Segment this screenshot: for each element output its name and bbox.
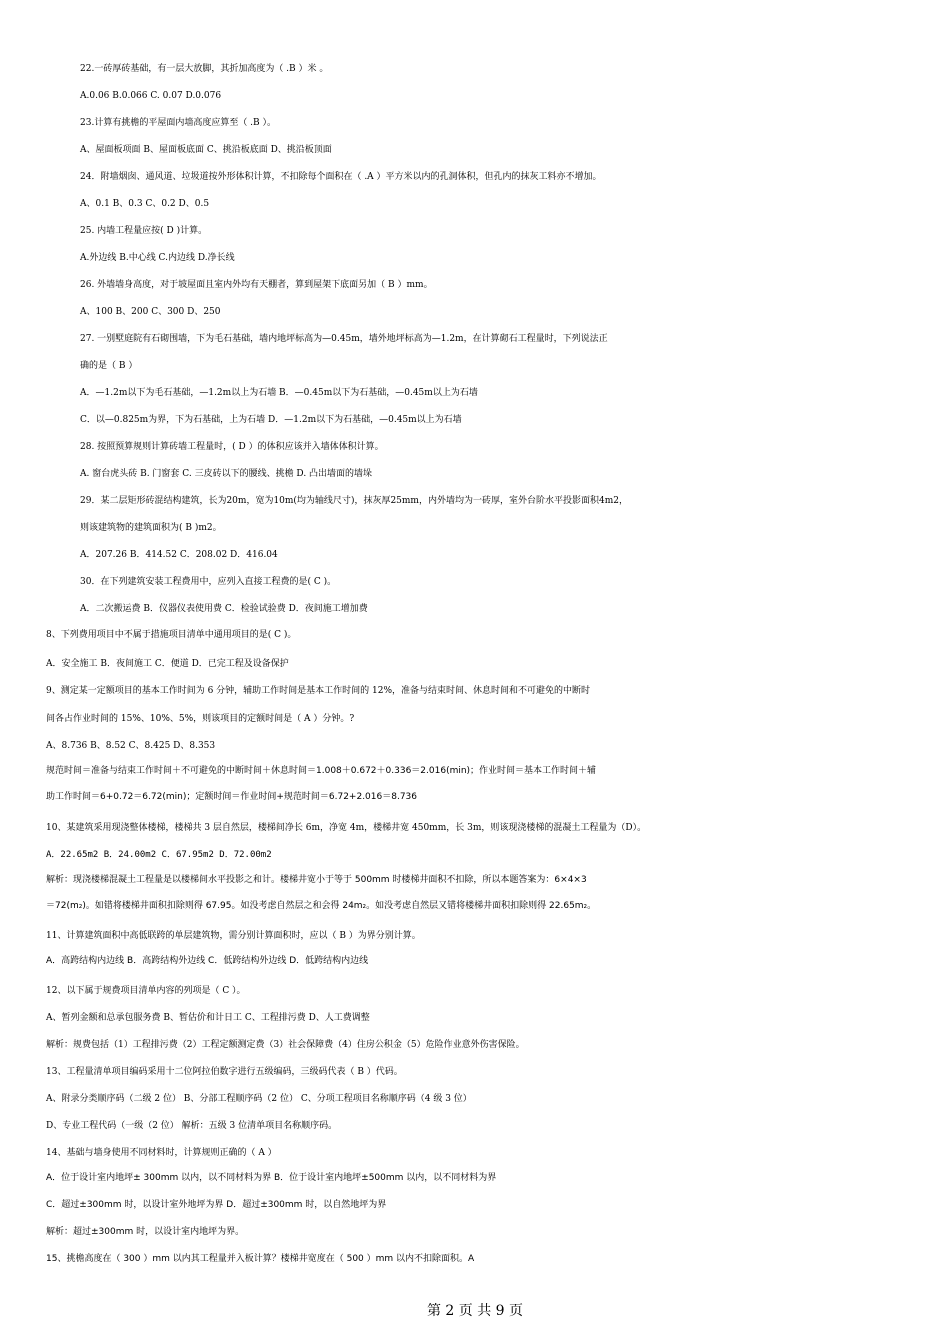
text-line: A、屋面板项面 B、屋面板底面 C、挑沿板底面 D、挑沿板顶面 xyxy=(80,145,332,155)
text-line: A.外边线 B.中心线 C.内边线 D.净长线 xyxy=(80,253,235,263)
text-line: 解析：规费包括（1）工程排污费（2）工程定额测定费（3）社会保障费（4）住房公积金（5）危险作业意外伤害保险。 xyxy=(46,1040,525,1050)
text-line: A．—1.2m以下为毛石基础，—1.2m以上为石墙 B．—0.45m以下为石基础，—0.45m以上为石墙 xyxy=(80,388,478,398)
text-line: 15、挑檐高度在（ 300 ）mm 以内其工程量并入板计算？楼梯井宽度在（ 500 ）mm 以内不扣除面积。A xyxy=(46,1254,475,1264)
text-line: A．207.26 B．414.52 C．208.02 D．416.04 xyxy=(80,550,278,560)
text-line: 13、工程量清单项目编码采用十二位阿拉伯数字进行五级编码，三级码代表（ B ）代码。 xyxy=(46,1067,403,1077)
text-line: A．安全施工 B．夜间施工 C．便道 D．已完工程及设备保护 xyxy=(46,659,289,669)
page-number-footer: 第 2 页 共 9 页 xyxy=(426,1303,524,1319)
text-line: A、暂列金额和总承包服务费 B、暂估价和计日工 C、工程排污费 D、人工费调整 xyxy=(46,1013,370,1023)
text-line: A.0.06 B.0.066 C. 0.07 D.0.076 xyxy=(80,91,222,101)
text-line: 23.计算有挑檐的平屋面内墙高度应算至（ .B ）。 xyxy=(80,118,277,128)
text-line: C．超过±300mm 时，以设计室外地坪为界 D．超过±300mm 时，以自然地坪为界 xyxy=(46,1200,387,1210)
text-line: 28. 按照预算规则计算砖墙工程量时，( D ）的体积应该并入墙体体积计算。 xyxy=(80,442,384,452)
text-line: 9、测定某一定额项目的基本工作时间为 6 分钟，辅助工作时间是基本工作时间的 12%，准备与结束时间、休息时间和不可避免的中断时 xyxy=(46,686,591,696)
text-line: 14、基础与墙身使用不同材料时，计算规则正确的（ A ） xyxy=(46,1148,277,1158)
text-line: A．高跨结构内边线 B．高跨结构外边线 C．低跨结构外边线 D．低跨结构内边线 xyxy=(46,956,369,966)
text-line: 24．附墙烟囱、通风道、垃圾道按外形体积计算，不扣除每个面积在（ .A ）平方米以内的孔洞体积，但孔内的抹灰工料亦不增加。 xyxy=(80,172,602,182)
text-line: A、0.1 B、0.3 C、0.2 D、0.5 xyxy=(80,199,210,209)
text-line: D、专业工程代码（一级（2 位） 解析：五级 3 位清单项目名称顺序码。 xyxy=(46,1121,338,1131)
text-line: 25. 内墙工程量应按( D )计算。 xyxy=(80,226,208,236)
text-line: 10、某建筑采用现浇整体楼梯，楼梯共 3 层自然层，楼梯间净长 6m，净宽 4m，楼梯井宽 450mm，长 3m，则该现浇楼梯的混凝土工程量为（D）。 xyxy=(46,823,647,833)
text-line: 26. 外墙墙身高度，对于坡屋面且室内外均有天棚者，算到屋架下底面另加（ B ）mm。 xyxy=(80,280,433,290)
text-line: 间各占作业时间的 15%、10%、5%，则该项目的定额时间是（ A ）分钟。? xyxy=(46,714,355,724)
text-line: 确的是（ B ） xyxy=(80,361,138,371)
text-line: 解析：现浇楼梯混凝土工程量是以楼梯间水平投影之和计。楼梯井宽小于等于 500mm 时楼梯井面积不扣除，所以本题答案为：6×4×3 xyxy=(46,875,587,885)
text-line: 29．某二层矩形砖混结构建筑，长为20m，宽为10m(均为轴线尺寸)，抹灰厚25mm，内外墙均为一砖厚，室外台阶水平投影面积4m2， xyxy=(80,496,628,506)
text-line: C．以—0.825m为界，下为石基础，上为石墙 D．—1.2m以下为石基础，—0.45m以上为石墙 xyxy=(80,415,462,425)
text-line: 解析：超过±300mm 时，以设计室内地坪为界。 xyxy=(46,1227,245,1237)
text-line: A、8.736 B、8.52 C、8.425 D、8.353 xyxy=(46,741,216,751)
text-line: 助工作时间＝6+0.72＝6.72(min)；定额时间＝作业时间+规范时间＝6.72+2.016＝8.736 xyxy=(46,792,417,802)
text-line: 12、以下属于规费项目清单内容的列项是（ C ）。 xyxy=(46,986,246,996)
text-line: 8、下列费用项目中不属于措施项目清单中通用项目的是( C )。 xyxy=(46,630,297,640)
text-line: ＝72(m₂)。如错将楼梯井面积扣除则得 67.95。如没考虑自然层之和会得 24m₂。如没考虑自然层又错将楼梯井面积扣除则得 22.65m₂。 xyxy=(46,901,597,911)
text-line: 规范时间＝准备与结束工作时间＋不可避免的中断时间＋休息时间＝1.008＋0.672＋0.336＝2.016(min)；作业时间＝基本工作时间＋辅 xyxy=(46,766,597,776)
text-line: A．位于设计室内地坪± 300mm 以内，以不同材料为界 B．位于设计室内地坪±500mm 以内，以不同材料为界 xyxy=(46,1173,497,1183)
text-line: A．22.65m2 B．24.00m2 C．67.95m2 D．72.00m2 xyxy=(46,850,272,860)
text-line: A、附录分类顺序码（二级 2 位） B、分部工程顺序码（2 位） C、分项工程项目名称顺序码（4 级 3 位） xyxy=(46,1094,472,1104)
text-line: 11、计算建筑面积中高低联跨的单层建筑物，需分别计算面积时，应以（ B ）为界分别计算。 xyxy=(46,931,421,941)
text-line: 22.一砖厚砖基础，有一层大放脚，其折加高度为（ .B ）米 。 xyxy=(80,64,329,74)
text-line: 则该建筑物的建筑面积为( B )m2。 xyxy=(80,523,222,533)
text-line: A．二次搬运费 B．仪器仪表使用费 C．检验试验费 D．夜间施工增加费 xyxy=(80,604,368,614)
text-line: A、100 B、200 C、300 D、250 xyxy=(80,307,221,317)
text-line: A. 窗台虎头砖 B. 门窗套 C. 三皮砖以下的腰线、挑檐 D. 凸出墙面的墙垛 xyxy=(80,469,373,479)
text-line: 30．在下列建筑安装工程费用中，应列入直接工程费的是( C )。 xyxy=(80,577,337,587)
text-line: 27. 一别墅庭院有石砌围墙，下为毛石基础，墙内地坪标高为—0.45m，墙外地坪标高为—1.2m，在计算砌石工程量时，下列说法正 xyxy=(80,334,608,344)
